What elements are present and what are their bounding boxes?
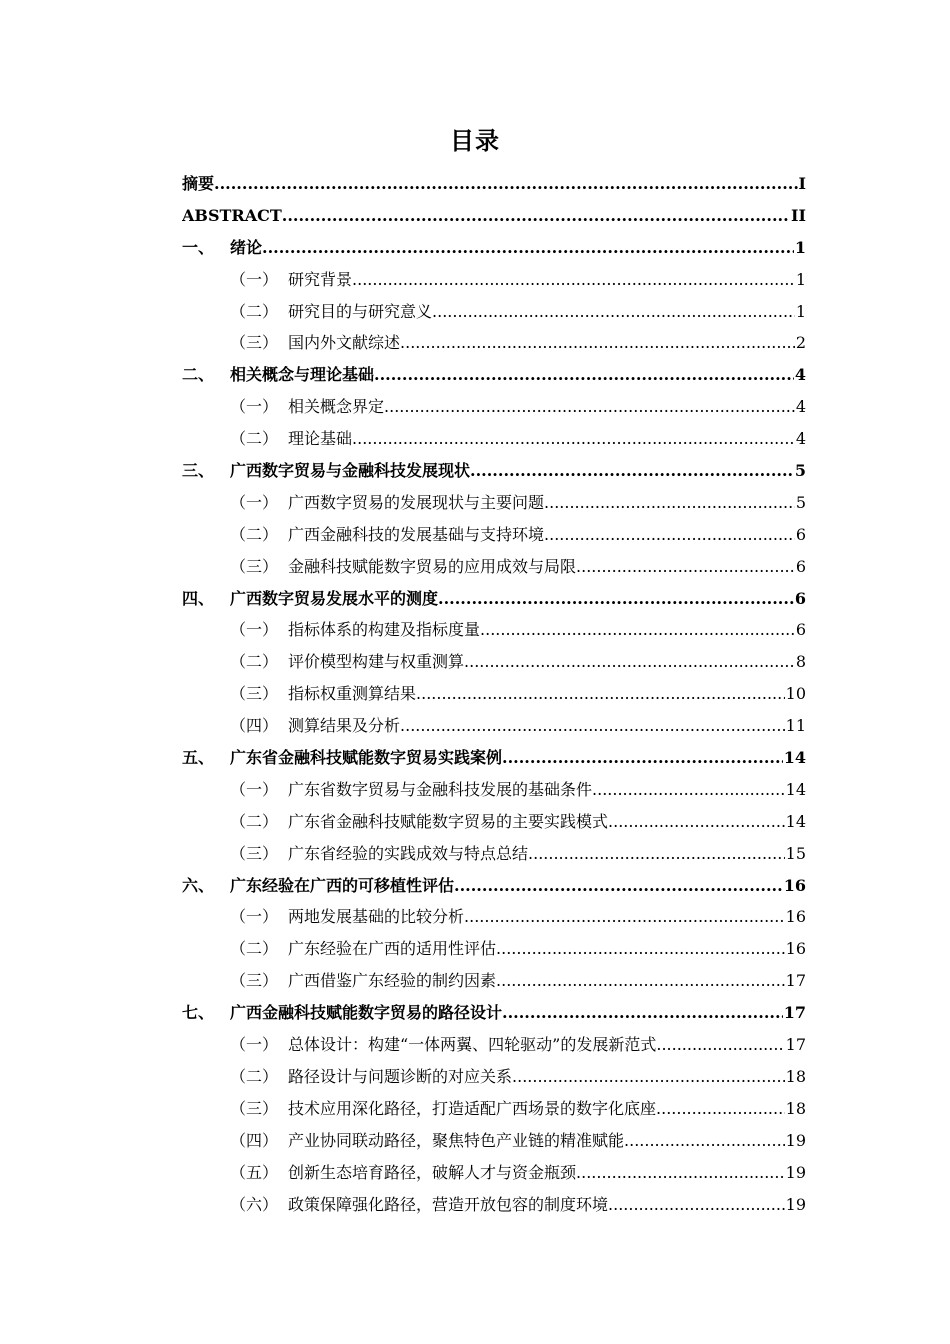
toc-page-number: 10 bbox=[785, 684, 806, 704]
toc-chapter-entry[interactable] bbox=[182, 232, 806, 264]
toc-dot-leader bbox=[608, 1189, 785, 1221]
toc-section-entry[interactable] bbox=[182, 551, 806, 583]
toc-dot-leader bbox=[496, 933, 785, 965]
toc-entry-title: 相关概念界定 bbox=[288, 397, 385, 417]
toc-page-number: 4 bbox=[795, 429, 806, 449]
toc-entry-title: 摘要 bbox=[182, 174, 215, 193]
toc-dot-leader bbox=[464, 901, 785, 933]
toc-section-entry[interactable] bbox=[182, 1061, 806, 1093]
toc-entry-number: （四） bbox=[230, 716, 279, 736]
page-title: 目录 bbox=[450, 126, 500, 155]
toc-page-number: 4 bbox=[794, 365, 806, 385]
toc-entry-number: （一） bbox=[230, 492, 279, 512]
toc-page-number: 19 bbox=[785, 1194, 806, 1214]
toc-entry-title: 理论基础 bbox=[288, 429, 353, 449]
toc-section-entry[interactable] bbox=[182, 1125, 806, 1157]
toc-entry-title: 指标体系的构建及指标度量 bbox=[288, 620, 481, 640]
toc-entry-title: 研究目的与研究意义 bbox=[288, 301, 433, 321]
toc-entry-number: （一） bbox=[230, 620, 279, 640]
toc-dot-leader bbox=[432, 296, 795, 328]
toc-section-entry[interactable] bbox=[182, 1157, 806, 1189]
toc-entry-title: 广西数字贸易与金融科技发展现状 bbox=[230, 461, 471, 481]
toc-section-entry[interactable] bbox=[182, 614, 806, 646]
toc-dot-leader bbox=[384, 391, 795, 423]
toc-dot-leader bbox=[576, 1157, 785, 1189]
toc-section-entry[interactable] bbox=[182, 296, 806, 328]
toc-entry-title: 政策保障强化路径，营造开放包容的制度环境 bbox=[288, 1194, 609, 1214]
toc-section-entry[interactable] bbox=[182, 1029, 806, 1061]
toc-page-number: 16 bbox=[785, 939, 806, 959]
toc-entry-number: （六） bbox=[230, 1194, 279, 1214]
toc-page-number: 8 bbox=[795, 652, 806, 672]
toc-entry-number: （二） bbox=[230, 524, 279, 544]
toc-section-entry[interactable] bbox=[182, 391, 806, 423]
toc-section-entry[interactable] bbox=[182, 774, 806, 806]
toc-dot-leader bbox=[438, 583, 794, 615]
toc-section-entry[interactable] bbox=[182, 327, 806, 359]
toc-chapter-entry[interactable] bbox=[182, 455, 806, 487]
toc-section-entry[interactable] bbox=[182, 678, 806, 710]
toc-entry-number: 三、 bbox=[182, 461, 215, 481]
toc-page-number: 16 bbox=[785, 907, 806, 927]
toc-entry-title: 技术应用深化路径，打造适配广西场景的数字化底座 bbox=[288, 1098, 657, 1118]
toc-entry-title: 产业协同联动路径，聚焦特色产业链的精准赋能 bbox=[288, 1130, 625, 1150]
toc-dot-leader bbox=[214, 168, 798, 200]
toc-entry-number: （三） bbox=[230, 843, 279, 863]
toc-entry-number: （三） bbox=[230, 971, 279, 991]
toc-entry-title: 广东省经验的实践成效与特点总结 bbox=[288, 843, 529, 863]
toc-section-entry[interactable] bbox=[182, 901, 806, 933]
toc-page-number: 1 bbox=[795, 301, 806, 321]
toc-entry-number: 五、 bbox=[182, 748, 215, 768]
toc-page-number: 6 bbox=[795, 524, 806, 544]
toc-entry-number: （三） bbox=[230, 1098, 279, 1118]
toc-entry-title: 国内外文献综述 bbox=[288, 333, 401, 353]
toc-chapter-entry[interactable] bbox=[182, 583, 806, 615]
toc-entry-title: 测算结果及分析 bbox=[288, 716, 401, 736]
toc-dot-leader bbox=[282, 200, 790, 232]
toc-entry-title: 创新生态培育路径，破解人才与资金瓶颈 bbox=[288, 1162, 577, 1182]
toc-entry-number: 六、 bbox=[182, 875, 215, 895]
toc-entry-title: 广西数字贸易发展水平的测度 bbox=[230, 588, 439, 608]
toc-page-number: 19 bbox=[785, 1130, 806, 1150]
toc-dot-leader bbox=[624, 1125, 785, 1157]
toc-dot-leader bbox=[400, 327, 795, 359]
toc-section-entry[interactable] bbox=[182, 933, 806, 965]
toc-entry-title: 指标权重测算结果 bbox=[288, 684, 417, 704]
toc-entry-number: （二） bbox=[230, 1066, 279, 1086]
toc-page-number: 15 bbox=[785, 843, 806, 863]
toc-entry-title: 相关概念与理论基础 bbox=[230, 365, 375, 385]
toc-page-number: 5 bbox=[794, 461, 806, 481]
toc-page-number: 1 bbox=[795, 269, 806, 289]
toc-entry-title: 广西借鉴广东经验的制约因素 bbox=[288, 971, 497, 991]
toc-entry-title: 广西金融科技的发展基础与支持环境 bbox=[288, 524, 545, 544]
toc-dot-leader bbox=[262, 232, 794, 264]
toc-chapter-entry[interactable] bbox=[182, 870, 806, 902]
toc-dot-leader bbox=[454, 870, 783, 902]
toc-entry-number: （二） bbox=[230, 939, 279, 959]
toc-dot-leader bbox=[544, 519, 795, 551]
toc-section-entry[interactable] bbox=[182, 1093, 806, 1125]
toc-section-entry[interactable] bbox=[182, 806, 806, 838]
toc-entry-title: 广东经验在广西的适用性评估 bbox=[288, 939, 497, 959]
toc-entry-number: （一） bbox=[230, 907, 279, 927]
toc-section-entry[interactable] bbox=[182, 264, 806, 296]
toc-entry-number: 一、 bbox=[182, 237, 215, 257]
toc-page-number: 1 bbox=[794, 237, 806, 257]
toc-entry-title: 研究背景 bbox=[288, 269, 353, 289]
toc-page-number: I bbox=[798, 174, 806, 193]
toc-page-number: 14 bbox=[783, 748, 806, 768]
toc-chapter-entry[interactable] bbox=[182, 359, 806, 391]
toc-entry-title: 广东省金融科技赋能数字贸易实践案例 bbox=[230, 748, 503, 768]
toc-entry-title: 金融科技赋能数字贸易的应用成效与局限 bbox=[288, 556, 577, 576]
toc-entry-title: ABSTRACT bbox=[182, 205, 282, 225]
toc-section-entry[interactable] bbox=[182, 487, 806, 519]
toc-dot-leader bbox=[352, 264, 795, 296]
toc-dot-leader bbox=[400, 710, 785, 742]
toc-dot-leader bbox=[592, 774, 785, 806]
toc-page-number: 6 bbox=[795, 556, 806, 576]
toc-entry-title: 广西数字贸易的发展现状与主要问题 bbox=[288, 492, 545, 512]
toc-page-number: 17 bbox=[783, 1003, 806, 1023]
toc-entry-title: 路径设计与问题诊断的对应关系 bbox=[288, 1066, 513, 1086]
toc-page-number: 2 bbox=[795, 333, 806, 353]
toc-dot-leader bbox=[502, 742, 783, 774]
toc-entry-number: 四、 bbox=[182, 588, 215, 608]
toc-entry-title: 广东经验在广西的可移植性评估 bbox=[230, 875, 455, 895]
toc-entry-title: 广东省数字贸易与金融科技发展的基础条件 bbox=[288, 779, 593, 799]
toc-entry-number: （二） bbox=[230, 429, 279, 449]
toc-dot-leader bbox=[544, 487, 795, 519]
toc-entry-number: （三） bbox=[230, 333, 279, 353]
toc-entry-number: （一） bbox=[230, 779, 279, 799]
toc-section-entry[interactable] bbox=[182, 519, 806, 551]
toc-section-entry[interactable] bbox=[182, 646, 806, 678]
toc-dot-leader bbox=[496, 965, 785, 997]
toc-section-entry[interactable] bbox=[182, 965, 806, 997]
toc-entry-number: （一） bbox=[230, 1035, 279, 1055]
toc-entry-number: （三） bbox=[230, 556, 279, 576]
toc-entry-title: 广西金融科技赋能数字贸易的路径设计 bbox=[230, 1003, 503, 1023]
toc-dot-leader bbox=[416, 678, 785, 710]
toc-page-number: 11 bbox=[785, 716, 806, 736]
toc-page-number: 5 bbox=[795, 492, 806, 512]
toc-dot-leader bbox=[576, 551, 795, 583]
toc-dot-leader bbox=[464, 646, 795, 678]
toc-page-number: 6 bbox=[794, 588, 806, 608]
toc-entry-title: 两地发展基础的比较分析 bbox=[288, 907, 465, 927]
toc-entry-title: 评价模型构建与权重测算 bbox=[288, 652, 465, 672]
toc-entry-number: （二） bbox=[230, 301, 279, 321]
toc-dot-leader bbox=[608, 806, 785, 838]
toc-section-entry[interactable] bbox=[182, 838, 806, 870]
toc-page-number: 4 bbox=[795, 397, 806, 417]
toc-page-number: 19 bbox=[785, 1162, 806, 1182]
toc-chapter-entry[interactable] bbox=[182, 742, 806, 774]
toc-page-number: 14 bbox=[785, 779, 806, 799]
toc-entry-number: （一） bbox=[230, 269, 279, 289]
toc-dot-leader bbox=[656, 1093, 785, 1125]
toc-page-number: 14 bbox=[785, 811, 806, 831]
toc-page-number: 18 bbox=[785, 1066, 806, 1086]
toc-entry-number: （五） bbox=[230, 1162, 279, 1182]
toc-dot-leader bbox=[470, 455, 794, 487]
toc-entry-number: （二） bbox=[230, 811, 279, 831]
toc-chapter-entry[interactable] bbox=[182, 200, 806, 232]
toc-entry-number: （三） bbox=[230, 684, 279, 704]
toc-section-entry[interactable] bbox=[182, 1189, 806, 1221]
toc-section-entry[interactable] bbox=[182, 423, 806, 455]
toc-entry-title: 绪论 bbox=[230, 237, 263, 257]
toc-dot-leader bbox=[528, 838, 785, 870]
toc-chapter-entry[interactable] bbox=[182, 168, 806, 200]
toc-entry-title: 总体设计：构建“一体两翼、四轮驱动”的发展新范式 bbox=[288, 1035, 657, 1055]
toc-chapter-entry[interactable] bbox=[182, 997, 806, 1029]
toc-entry-number: （四） bbox=[230, 1130, 279, 1150]
toc-dot-leader bbox=[374, 359, 794, 391]
toc-entry-number: 二、 bbox=[182, 365, 215, 385]
table-of-contents bbox=[182, 168, 806, 1220]
toc-page-number: 6 bbox=[795, 620, 806, 640]
toc-entry-title: 广东省金融科技赋能数字贸易的主要实践模式 bbox=[288, 811, 609, 831]
toc-page-number: 17 bbox=[785, 1035, 806, 1055]
toc-entry-number: （一） bbox=[230, 397, 279, 417]
toc-dot-leader bbox=[480, 614, 795, 646]
toc-dot-leader bbox=[656, 1029, 784, 1061]
toc-page-number: 16 bbox=[783, 875, 806, 895]
toc-page-number: II bbox=[791, 205, 806, 225]
toc-page-number: 17 bbox=[785, 971, 806, 991]
toc-dot-leader bbox=[502, 997, 783, 1029]
toc-entry-number: （二） bbox=[230, 652, 279, 672]
toc-dot-leader bbox=[352, 423, 795, 455]
toc-section-entry[interactable] bbox=[182, 710, 806, 742]
toc-dot-leader bbox=[512, 1061, 785, 1093]
toc-entry-number: 七、 bbox=[182, 1003, 215, 1023]
toc-page-number: 18 bbox=[785, 1098, 806, 1118]
